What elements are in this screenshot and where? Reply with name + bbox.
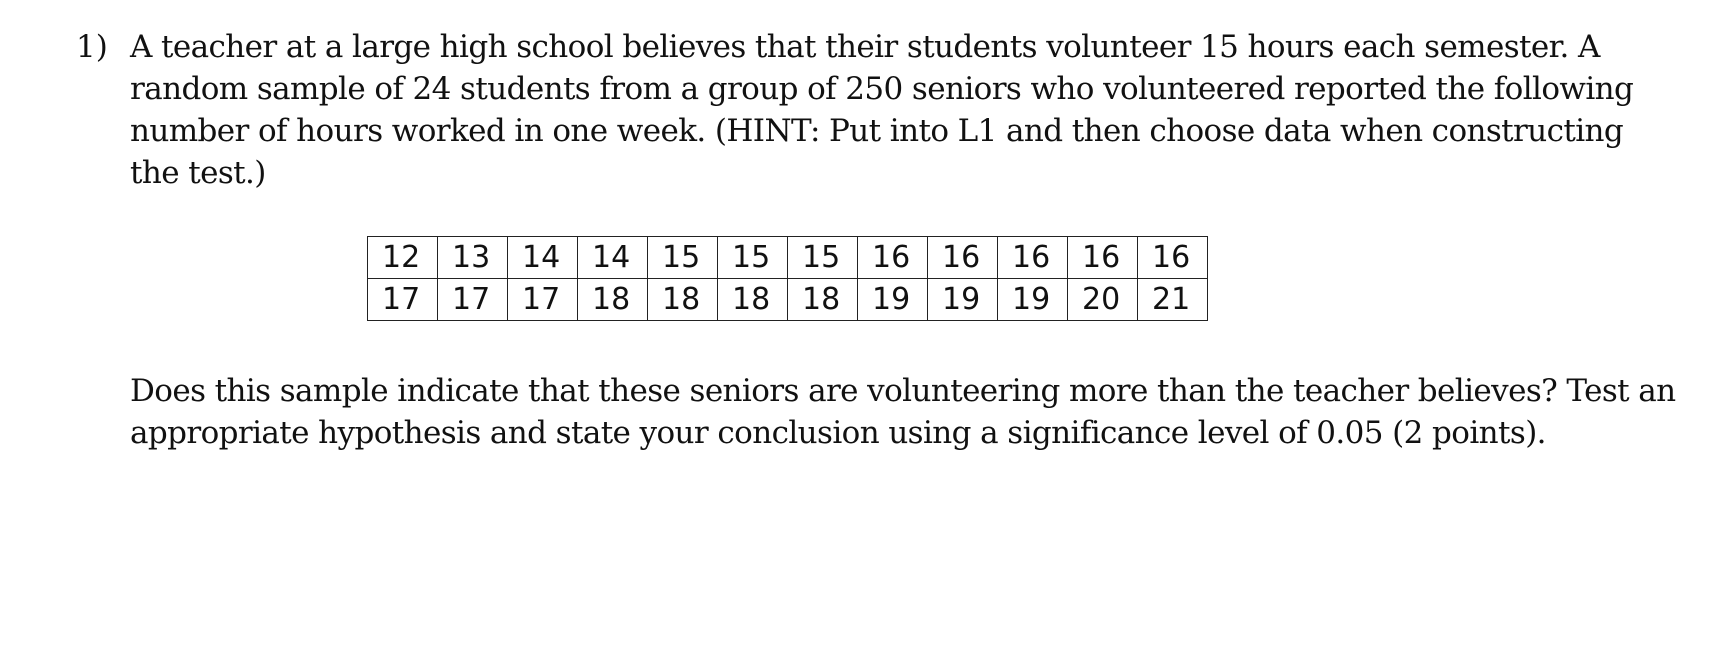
table-cell: 12	[368, 237, 438, 279]
question-line: the test.)	[130, 155, 266, 191]
table-cell: 21	[1138, 279, 1208, 321]
table-cell: 16	[1068, 237, 1138, 279]
table-cell: 16	[858, 237, 928, 279]
hours-data-table	[367, 236, 1208, 321]
table-cell: 15	[648, 237, 718, 279]
table-cell: 17	[438, 279, 508, 321]
question-line: number of hours worked in one week. (HINT: Put into L1 and then choose data when constructing	[130, 113, 1624, 149]
table-cell: 19	[858, 279, 928, 321]
table-cell: 19	[998, 279, 1068, 321]
question-text	[130, 26, 1640, 194]
table-cell: 20	[1068, 279, 1138, 321]
table-row	[368, 237, 1208, 279]
table-cell: 16	[1138, 237, 1208, 279]
followup-line: appropriate hypothesis and state your conclusion using a significance level of 0.05 (2 points).	[130, 415, 1546, 451]
table-cell: 15	[788, 237, 858, 279]
followup-question	[130, 370, 1710, 454]
table-cell: 18	[648, 279, 718, 321]
question-line: A teacher at a large high school believes that their students volunteer 15 hours each semester. A	[130, 29, 1600, 65]
question-line: random sample of 24 students from a group of 250 seniors who volunteered reported the following	[130, 71, 1634, 107]
table-cell: 14	[578, 237, 648, 279]
table-row	[368, 279, 1208, 321]
table-cell: 15	[718, 237, 788, 279]
table-cell: 16	[998, 237, 1068, 279]
table-cell: 13	[438, 237, 508, 279]
problem-1	[76, 26, 1696, 194]
table-cell: 17	[508, 279, 578, 321]
followup-line: Does this sample indicate that these seniors are volunteering more than the teacher believes? Test an	[130, 373, 1676, 409]
table-cell: 16	[928, 237, 998, 279]
table-cell: 18	[578, 279, 648, 321]
table-cell: 14	[508, 237, 578, 279]
problem-number: 1)	[76, 29, 108, 65]
table-cell: 17	[368, 279, 438, 321]
table-cell: 19	[928, 279, 998, 321]
table-cell: 18	[718, 279, 788, 321]
table-cell: 18	[788, 279, 858, 321]
